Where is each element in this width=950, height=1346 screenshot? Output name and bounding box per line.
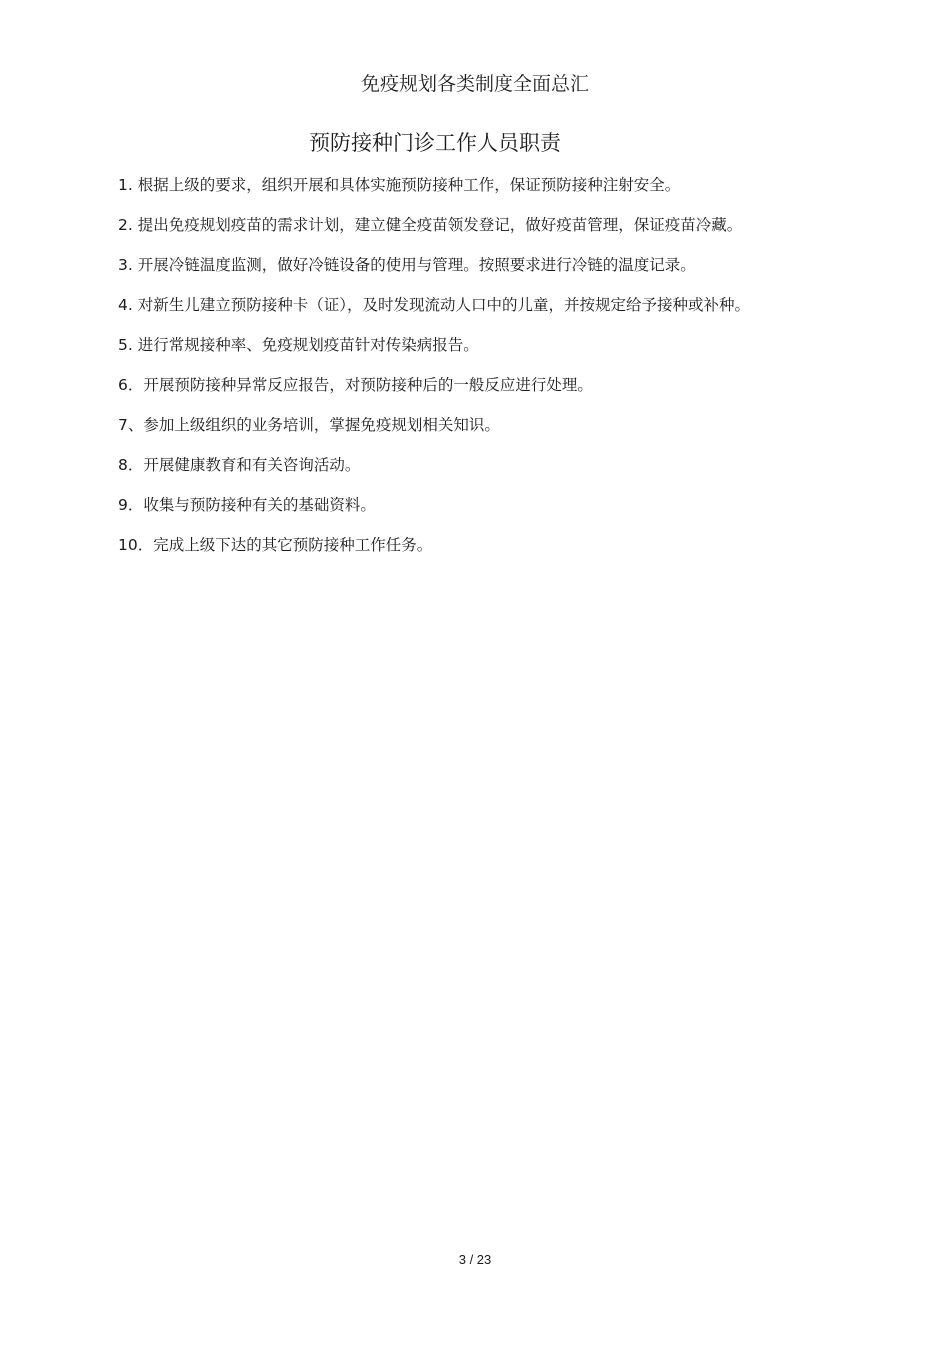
duty-item-7: 7、参加上级组织的业务培训，掌握免疫规划相关知识。	[118, 416, 500, 434]
duty-item-8: 8．开展健康教育和有关咨询活动。	[118, 456, 361, 474]
duty-item-10: 10．完成上级下达的其它预防接种工作任务。	[118, 536, 433, 554]
duty-item-3: 3. 开展冷链温度监测，做好冷链设备的使用与管理。按照要求进行冷链的温度记录。	[118, 256, 696, 274]
duty-list	[118, 165, 798, 565]
duty-item-4: 4. 对新生儿建立预防接种卡（证），及时发现流动人口中的儿童，并按规定给予接种或补种。	[118, 296, 750, 314]
duty-item-2: 2. 提出免疫规划疫苗的需求计划，建立健全疫苗领发登记，做好疫苗管理，保证疫苗冷藏。	[118, 216, 743, 234]
page-number: 3 / 23	[458, 1252, 492, 1267]
duty-item-5: 5. 进行常规接种率、免疫规划疫苗针对传染病报告。	[118, 336, 479, 354]
duty-item-1: 1. 根据上级的要求，组织开展和具体实施预防接种工作，保证预防接种注射安全。	[118, 176, 681, 194]
section-title: 预防接种门诊工作人员职责	[309, 131, 561, 155]
duty-item-9: 9．收集与预防接种有关的基础资料。	[118, 496, 376, 514]
document-header-title: 免疫规划各类制度全面总汇	[360, 73, 589, 95]
duty-item-6: 6．开展预防接种异常反应报告，对预防接种后的一般反应进行处理。	[118, 376, 593, 394]
